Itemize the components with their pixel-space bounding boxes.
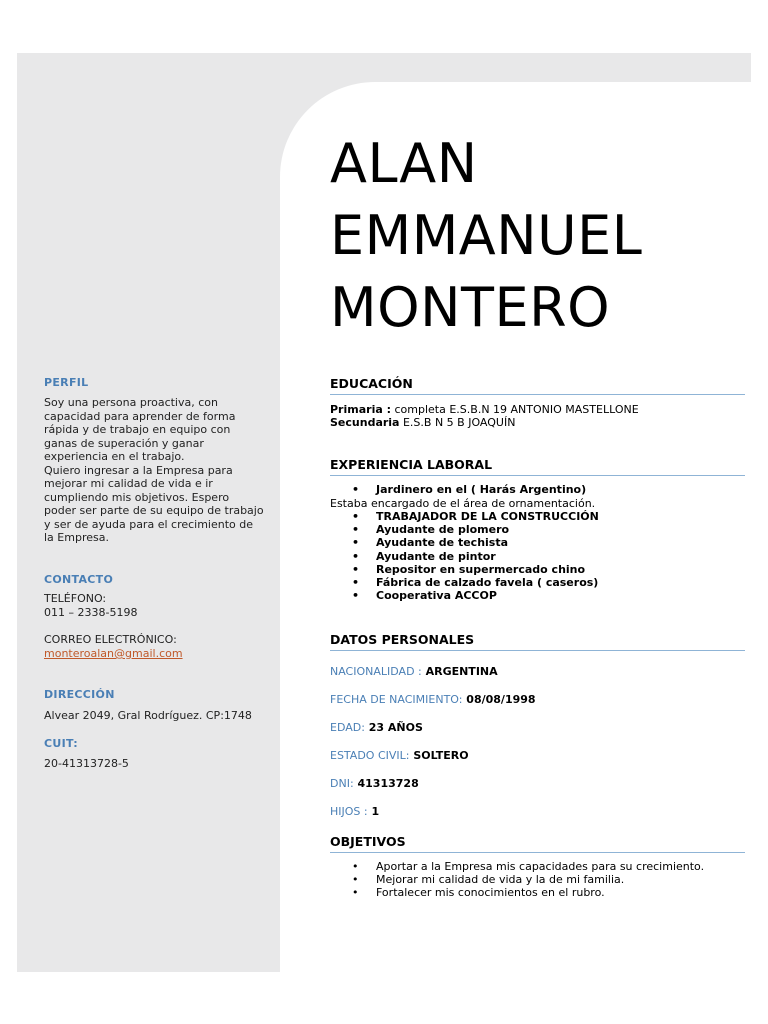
experiencia-list	[352, 510, 599, 602]
hijos-label: HIJOS :	[330, 805, 368, 818]
direccion-heading: DIRECCIÓN	[44, 688, 115, 701]
objetivos-heading: OBJETIVOS	[330, 834, 745, 853]
name-line-1: ALAN	[330, 132, 478, 195]
name-line-3: MONTERO	[330, 276, 611, 339]
telefono-label: TELÉFONO:	[44, 592, 107, 605]
fecha-field	[330, 693, 536, 706]
cuit-value: 20-41313728-5	[44, 757, 129, 770]
list-item: • Cooperativa ACCOP	[352, 589, 599, 602]
estado-label: ESTADO CIVIL:	[330, 749, 410, 762]
email-link[interactable]: monteroalan@gmail.com	[44, 647, 183, 660]
correo-label: CORREO ELECTRÓNICO:	[44, 633, 177, 646]
name-line-2: EMMANUEL	[330, 204, 643, 267]
list-item: • Ayudante de techista	[352, 536, 599, 549]
estado-value: SOLTERO	[409, 749, 469, 762]
list-item: • Jardinero en el ( Harás Argentino)	[352, 483, 586, 496]
list-item: • Ayudante de plomero	[352, 523, 599, 536]
primaria-value: completa E.S.B.N 19 ANTONIO MASTELLONE	[391, 403, 639, 416]
experiencia-heading: EXPERIENCIA LABORAL	[330, 457, 745, 476]
secundaria-line	[330, 416, 515, 429]
secundaria-label: Secundaria	[330, 416, 400, 429]
experiencia-note: Estaba encargado de el área de ornamentación.	[330, 497, 596, 510]
nacionalidad-label: NACIONALIDAD :	[330, 665, 422, 678]
dni-label: DNI:	[330, 777, 354, 790]
edad-field	[330, 721, 423, 734]
dni-field	[330, 777, 419, 790]
list-item: • Fábrica de calzado favela ( caseros)	[352, 576, 599, 589]
cuit-heading: CUIT:	[44, 737, 78, 750]
educacion-heading: EDUCACIÓN	[330, 376, 745, 395]
experiencia-first-item	[352, 483, 586, 496]
edad-value: 23 AÑOS	[364, 721, 423, 734]
direccion-value: Alvear 2049, Gral Rodríguez. CP:1748	[44, 709, 252, 722]
perfil-text: Soy una persona proactiva, con capacidad para aprender de forma rápida y de trabajo en equipo con ganas de superación y ganar experiencia en el trabajo. Quiero ingresar a la Empresa para mejorar mi calidad de vida e ir cumpliendo mis objetivos. Espero poder ser parte de su equipo de trabajo y ser de ayuda para el crecimiento de la Empresa.	[44, 396, 264, 544]
list-item: • Aportar a la Empresa mis capacidades para su crecimiento.	[352, 860, 704, 873]
hijos-value: 1	[367, 805, 380, 818]
fecha-label: FECHA DE NACIMIENTO:	[330, 693, 463, 706]
fecha-value: 08/08/1998	[462, 693, 536, 706]
secundaria-value: E.S.B N 5 B JOAQUÍN	[399, 416, 516, 429]
objetivos-list	[352, 860, 704, 900]
telefono-value: 011 – 2338-5198	[44, 606, 138, 619]
list-item: • Ayudante de pintor	[352, 550, 599, 563]
nacionalidad-field	[330, 665, 498, 678]
list-item: • Fortalecer mis conocimientos en el rubro.	[352, 886, 704, 899]
dni-value: 41313728	[353, 777, 419, 790]
primaria-label: Primaria :	[330, 403, 391, 416]
primaria-line	[330, 403, 639, 416]
edad-label: EDAD:	[330, 721, 365, 734]
list-item: • Mejorar mi calidad de vida y la de mi familia.	[352, 873, 704, 886]
datos-heading: DATOS PERSONALES	[330, 632, 745, 651]
full-name	[330, 128, 642, 344]
perfil-heading: PERFIL	[44, 376, 89, 389]
nacionalidad-value: ARGENTINA	[421, 665, 498, 678]
contacto-heading: CONTACTO	[44, 573, 114, 586]
estado-field	[330, 749, 469, 762]
hijos-field	[330, 805, 379, 818]
list-item: • Repositor en supermercado chino	[352, 563, 599, 576]
list-item: • TRABAJADOR DE LA CONSTRUCCIÓN	[352, 510, 599, 523]
